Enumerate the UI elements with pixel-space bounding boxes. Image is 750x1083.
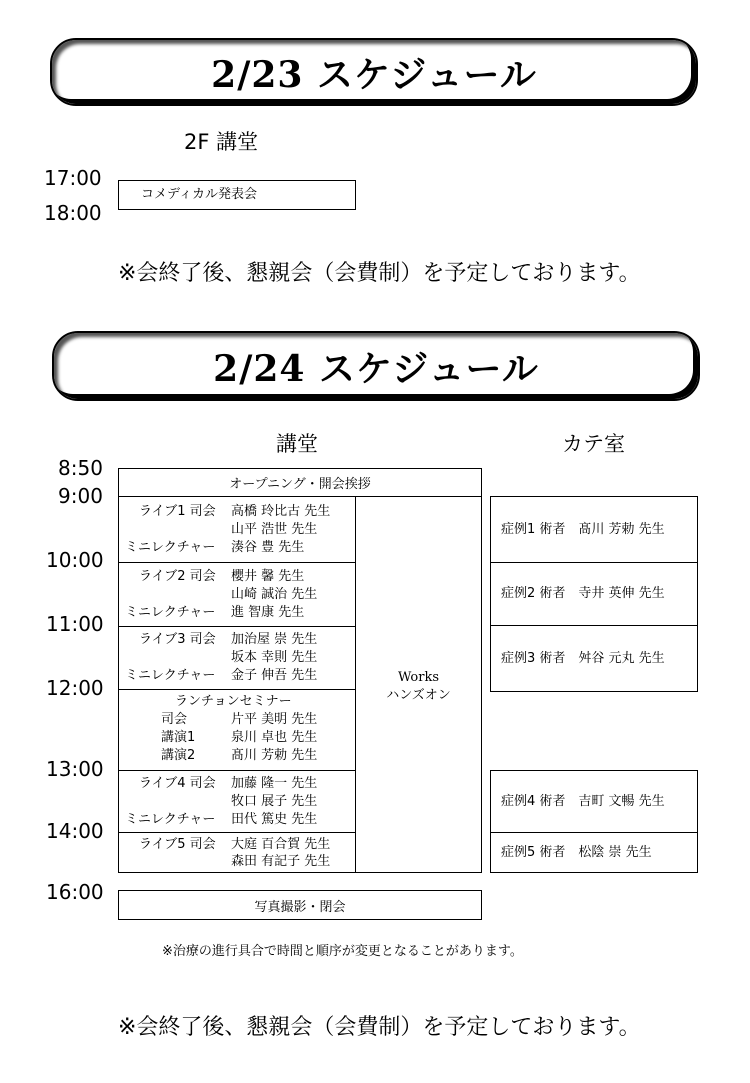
works-label: Works — [397, 670, 440, 685]
time-1600: 16:00 — [46, 880, 104, 904]
luncheon-talk2-speaker: 髙川 芳勅 先生 — [231, 748, 318, 763]
schedule-change-note: ※治療の進行具合で時間と順序が変更となることがあります。 — [162, 944, 523, 959]
case1-label: 症例1 術者 髙川 芳勅 先生 — [501, 522, 665, 537]
day1-note: ※会終了後、懇親会（会費制）を予定しております。 — [118, 261, 641, 286]
live2-chair-label: ライブ2 司会 — [139, 569, 216, 584]
time-1200: 12:00 — [46, 676, 104, 700]
case2-label: 症例2 術者 寺井 英伸 先生 — [501, 586, 665, 601]
case1-box — [490, 496, 698, 563]
day1-title-banner — [50, 38, 698, 106]
case4-label: 症例4 術者 吉町 文暢 先生 — [501, 794, 665, 809]
live4-chair-label: ライブ4 司会 — [139, 776, 216, 791]
live1-lecturer: 湊谷 豊 先生 — [231, 540, 305, 555]
live4-lecturer: 田代 篤史 先生 — [231, 812, 318, 827]
opening-label: オープニング・開会挨拶 — [229, 477, 371, 492]
time-0900: 9:00 — [58, 484, 103, 508]
day2-title-banner — [52, 331, 700, 401]
day2-col-cath: カテ室 — [562, 432, 625, 456]
live4-lecture-label: ミニレクチャー — [125, 812, 216, 827]
live4-chair-2: 牧口 展子 先生 — [231, 794, 318, 809]
case3-box — [490, 625, 698, 692]
live1-chair-label: ライブ1 司会 — [139, 504, 216, 519]
case2-box — [490, 562, 698, 626]
day2-col-main: 講堂 — [276, 432, 318, 456]
live1-box — [118, 496, 356, 563]
luncheon-talk1-speaker: 泉川 卓也 先生 — [231, 730, 318, 745]
live2-chair-2: 山崎 誠治 先生 — [231, 587, 318, 602]
time-1000: 10:00 — [46, 548, 104, 572]
closing-box — [118, 890, 482, 920]
case5-label: 症例5 術者 松陰 崇 先生 — [501, 845, 652, 860]
live2-box — [118, 562, 356, 627]
live5-chair-2: 森田 有記子 先生 — [231, 854, 331, 869]
live2-chair-1: 櫻井 馨 先生 — [231, 569, 305, 584]
live3-lecture-label: ミニレクチャー — [125, 668, 216, 683]
live2-lecturer: 進 智康 先生 — [231, 605, 305, 620]
live5-box — [118, 832, 356, 873]
live5-chair-label: ライブ5 司会 — [139, 837, 216, 852]
live2-lecture-label: ミニレクチャー — [125, 605, 216, 620]
day1-time-start: 17:00 — [44, 166, 102, 190]
luncheon-talk2-label: 講演2 — [161, 748, 196, 763]
case4-box — [490, 770, 698, 833]
live3-box — [118, 626, 356, 690]
opening-box — [118, 468, 482, 497]
luncheon-chair: 片平 美明 先生 — [231, 712, 318, 727]
day1-venue: 2F 講堂 — [184, 130, 259, 154]
live3-lecturer: 金子 伸吾 先生 — [231, 668, 318, 683]
hands-on-label: ハンズオン — [386, 688, 451, 703]
time-1300: 13:00 — [46, 757, 104, 781]
day2-title: 2/24 スケジュール — [213, 347, 539, 390]
day1-title: 2/23 スケジュール — [211, 53, 537, 96]
live1-lecture-label: ミニレクチャー — [125, 540, 216, 555]
live1-chair-2: 山平 浩世 先生 — [231, 522, 318, 537]
live5-chair-1: 大庭 百合賀 先生 — [231, 837, 331, 852]
case5-box — [490, 832, 698, 873]
luncheon-chair-label: 司会 — [161, 712, 188, 727]
live1-chair-1: 高橋 玲比古 先生 — [231, 504, 331, 519]
day1-event: コメディカル発表会 — [141, 187, 257, 202]
time-1400: 14:00 — [46, 819, 104, 843]
live3-chair-1: 加治屋 崇 先生 — [231, 632, 318, 647]
closing-label: 写真撮影・閉会 — [254, 899, 346, 915]
works-box — [355, 496, 482, 873]
day2-note: ※会終了後、懇親会（会費制）を予定しております。 — [118, 1015, 641, 1040]
time-0850: 8:50 — [58, 456, 103, 480]
live3-chair-2: 坂本 幸則 先生 — [231, 650, 318, 665]
luncheon-box — [118, 689, 356, 771]
luncheon-talk1-label: 講演1 — [161, 730, 196, 745]
day1-time-end: 18:00 — [44, 201, 102, 225]
live3-chair-label: ライブ3 司会 — [139, 632, 216, 647]
day1-event-box — [118, 180, 356, 210]
case3-label: 症例3 術者 舛谷 元丸 先生 — [501, 651, 665, 666]
time-1100: 11:00 — [46, 612, 104, 636]
live4-box — [118, 770, 356, 833]
luncheon-title: ランチョンセミナー — [175, 694, 292, 709]
live4-chair-1: 加藤 隆一 先生 — [231, 776, 318, 791]
